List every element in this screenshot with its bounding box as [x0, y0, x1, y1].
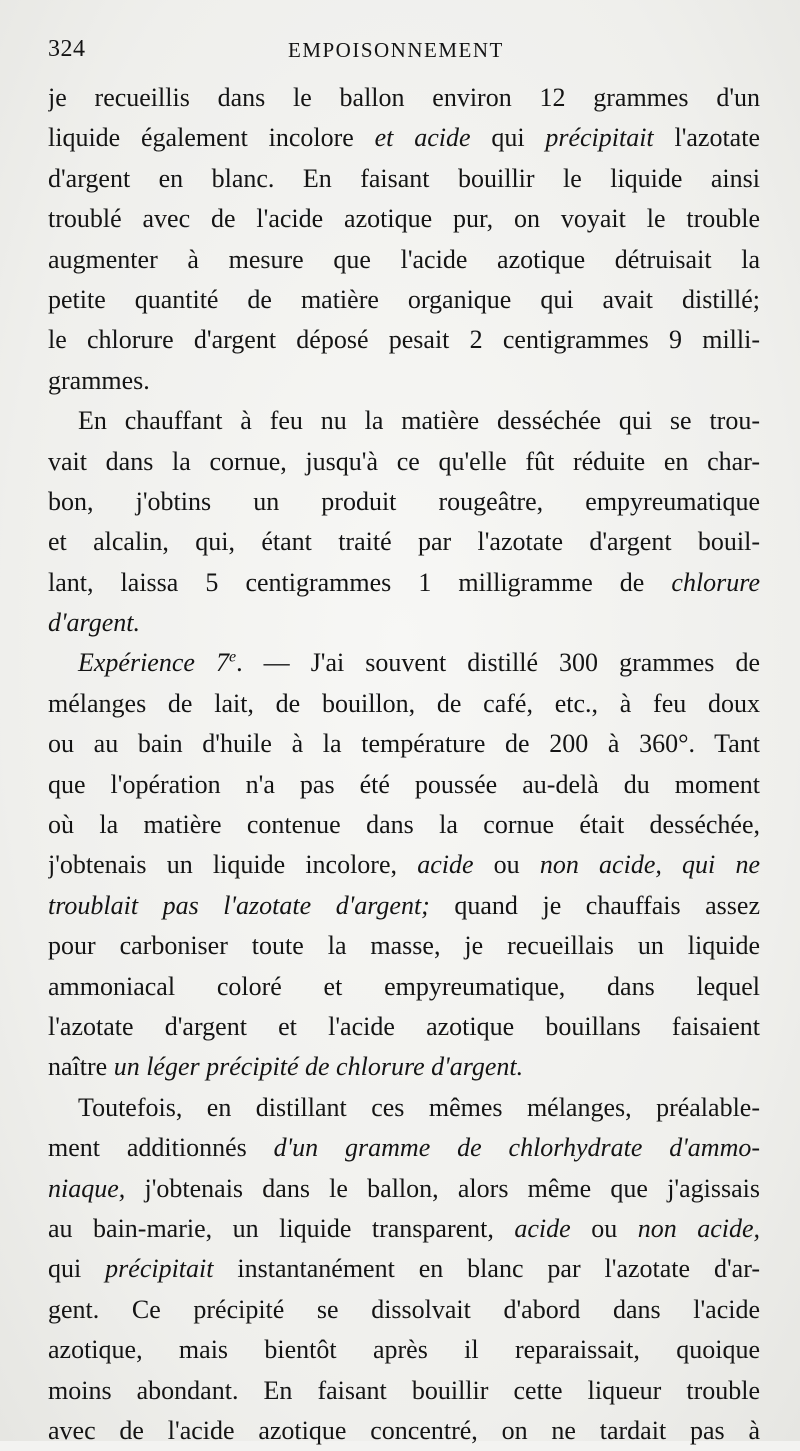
- text-line: [48, 643, 760, 683]
- text-run: où la matière contenue dans la cornue était desséchée,: [48, 810, 760, 840]
- text-run: naître: [48, 1052, 114, 1082]
- text-line: [48, 240, 760, 280]
- text-line: [48, 1290, 760, 1330]
- page-number: 324: [48, 36, 86, 62]
- text-line: [48, 401, 760, 441]
- text-line: [48, 805, 760, 845]
- text-line: [48, 1128, 760, 1168]
- italic-run: précipitait: [545, 123, 654, 153]
- italic-run: troublait pas l'azotate d'argent;: [48, 890, 430, 920]
- italic-run: acide: [514, 1213, 571, 1243]
- italic-run: précipitait: [105, 1254, 214, 1284]
- text-run: grammes.: [48, 365, 150, 395]
- text-run: lant, laissa 5 centigrammes 1 milligramme de: [48, 567, 672, 597]
- text-run: ment additionnés: [48, 1133, 274, 1163]
- text-run: j'obtenais dans le ballon, alors même que j'agissais: [125, 1173, 760, 1203]
- text-run: azotique, mais bientôt après il reparaissait, quoique: [48, 1335, 760, 1365]
- text-run: avec de l'acide azotique concentré, on ne tardait pas à: [48, 1415, 760, 1445]
- text-run: d'argent en blanc. En faisant bouillir le liquide ainsi: [48, 163, 760, 193]
- text-run: l'azotate: [653, 123, 760, 153]
- italic-run: chlorure: [671, 567, 760, 597]
- text-run: ou: [473, 850, 540, 880]
- text-line: [48, 765, 760, 805]
- text-run: mélanges de lait, de bouillon, de café, etc., à feu doux: [48, 688, 760, 718]
- text-run: je recueillis dans le ballon environ 12 grammes d'un: [48, 83, 760, 112]
- italic-run: et acide: [374, 123, 471, 153]
- italic-run: d'argent.: [48, 608, 140, 638]
- text-line: [48, 603, 760, 643]
- text-run: moins abondant. En faisant bouillir cette liqueur trouble: [48, 1375, 760, 1405]
- text-run: qui: [470, 123, 546, 153]
- text-line: [48, 1047, 760, 1087]
- text-run: j'obtenais un liquide incolore,: [48, 850, 418, 880]
- text-line: [48, 1209, 760, 1249]
- text-line: [48, 1088, 760, 1128]
- text-line: [48, 118, 760, 158]
- italic-run: niaque,: [48, 1173, 126, 1203]
- text-line: [48, 159, 760, 199]
- text-run: troublé avec de l'acide azotique pur, on voyait le trouble: [48, 204, 760, 234]
- text-line: [48, 1169, 760, 1209]
- text-run: augmenter à mesure que l'acide azotique détruisait la: [48, 244, 760, 274]
- italic-run: acide: [417, 850, 474, 880]
- italic-run: non acide,: [637, 1213, 760, 1243]
- text-run: gent. Ce précipité se dissolvait d'abord dans l'acide: [48, 1294, 760, 1324]
- text-run: . — J'ai souvent distillé 300 grammes de: [236, 648, 760, 678]
- text-line: [48, 361, 760, 401]
- running-title: EMPOISONNEMENT: [288, 38, 504, 62]
- text-line: [48, 1411, 760, 1451]
- text-line: [48, 845, 760, 885]
- text-run: petite quantité de matière organique qui avait distillé;: [48, 284, 760, 314]
- italic-run: non acide, qui ne: [539, 850, 760, 880]
- italic-run: Expérience 7: [78, 648, 229, 678]
- text-line: [48, 967, 760, 1007]
- text-run: quand je chauffais assez: [429, 890, 760, 920]
- text-run: En chauffant à feu nu la matière desséchée qui se trou-: [78, 406, 760, 436]
- text-run: ammoniacal coloré et empyreumatique, dans lequel: [48, 971, 760, 1001]
- body-text: [48, 78, 760, 1451]
- text-line: [48, 886, 760, 926]
- text-run: au bain-marie, un liquide transparent,: [48, 1213, 515, 1243]
- text-line: [48, 724, 760, 764]
- text-line: [48, 199, 760, 239]
- superscript: e: [228, 648, 237, 666]
- text-line: [48, 1330, 760, 1370]
- page-header: [48, 36, 760, 72]
- italic-run: d'un gramme de chlorhydrate d'ammo-: [273, 1133, 760, 1163]
- text-run: pour carboniser toute la masse, je recueillais un liquide: [48, 931, 760, 961]
- text-run: liquide également incolore: [48, 123, 375, 153]
- text-line: [48, 78, 760, 118]
- text-line: [48, 926, 760, 966]
- text-run: et alcalin, qui, étant traité par l'azotate d'argent bouil-: [48, 527, 760, 557]
- text-run: Toutefois, en distillant ces mêmes mélanges, préalable-: [78, 1092, 760, 1122]
- text-run: instantanément en blanc par l'azotate d'ar-: [213, 1254, 760, 1284]
- text-line: [48, 1371, 760, 1411]
- text-line: [48, 522, 760, 562]
- text-line: [48, 1249, 760, 1289]
- text-line: [48, 684, 760, 724]
- text-run: ou au bain d'huile à la température de 200 à 360°. Tant: [48, 729, 760, 759]
- text-line: [48, 563, 760, 603]
- text-line: [48, 482, 760, 522]
- text-run: l'azotate d'argent et l'acide azotique bouillans faisaient: [48, 1011, 760, 1041]
- text-line: [48, 1007, 760, 1047]
- text-line: [48, 280, 760, 320]
- text-run: vait dans la cornue, jusqu'à ce qu'elle fût réduite en char-: [48, 446, 760, 476]
- text-run: le chlorure d'argent déposé pesait 2 centigrammes 9 milli-: [48, 325, 760, 355]
- text-run: que l'opération n'a pas été poussée au-delà du moment: [48, 769, 760, 799]
- text-line: [48, 320, 760, 360]
- italic-run: un léger précipité de chlorure d'argent.: [113, 1052, 524, 1082]
- text-line: [48, 442, 760, 482]
- text-run: bon, j'obtins un produit rougeâtre, empyreumatique: [48, 486, 760, 516]
- text-run: qui: [48, 1254, 106, 1284]
- text-run: ou: [570, 1213, 638, 1243]
